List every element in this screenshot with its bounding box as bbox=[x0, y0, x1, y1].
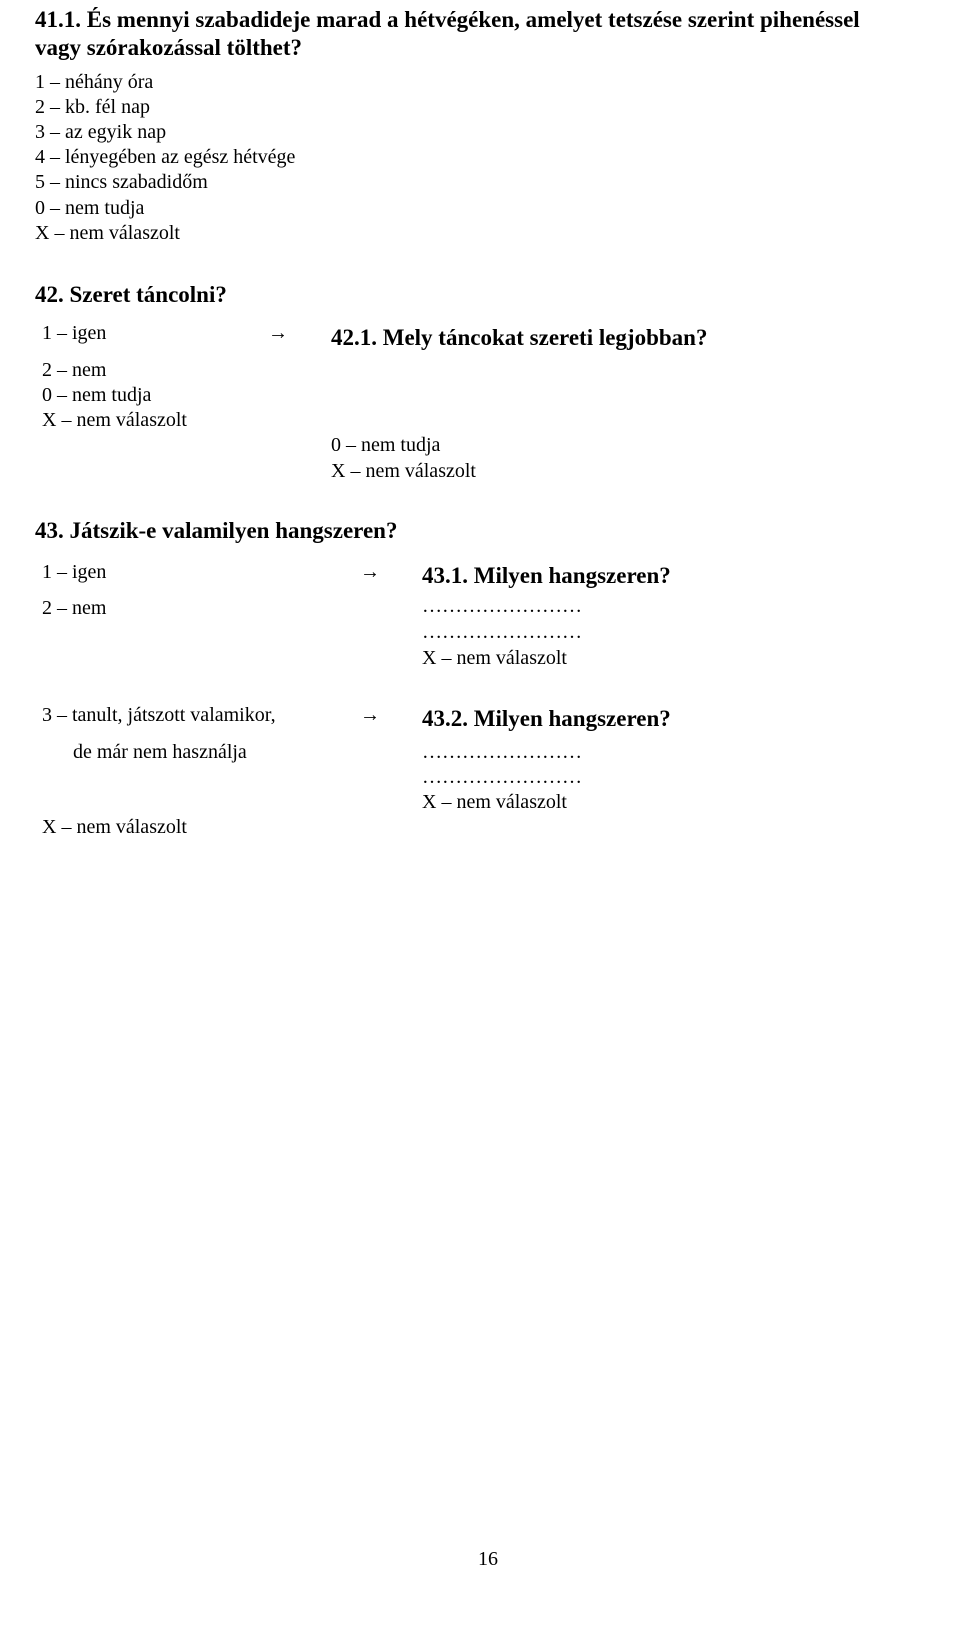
answer-line-43-1-b: …………………… bbox=[422, 621, 582, 643]
question-43-2-title: 43.2. Milyen hangszeren? bbox=[422, 706, 671, 731]
arrow-right-icon: → bbox=[360, 704, 380, 726]
arrow-right-icon: → bbox=[360, 561, 380, 583]
option-42-0: 0 – nem tudja bbox=[42, 384, 152, 406]
option-42-1-x: X – nem válaszolt bbox=[331, 460, 476, 482]
page-number: 16 bbox=[478, 1548, 498, 1570]
arrow-right-icon: → bbox=[268, 322, 288, 344]
option-41-1-1: 1 – néhány óra bbox=[35, 71, 154, 93]
option-41-1-5: 5 – nincs szabadidőm bbox=[35, 171, 208, 193]
option-43-1-x: X – nem válaszolt bbox=[422, 647, 567, 669]
question-41-1-title-line1: 41.1. És mennyi szabadideje marad a hétvégéken, amelyet tetszése szerint pihenéssel bbox=[35, 7, 860, 32]
answer-line-43-2-a: …………………… bbox=[422, 741, 582, 763]
question-42-1-title: 42.1. Mely táncokat szereti legjobban? bbox=[331, 325, 708, 350]
question-43-title: 43. Játszik-e valamilyen hangszeren? bbox=[35, 518, 398, 543]
option-43-2-x: X – nem válaszolt bbox=[422, 791, 567, 813]
option-43-1: 1 – igen bbox=[42, 561, 107, 583]
question-42-title: 42. Szeret táncolni? bbox=[35, 282, 227, 307]
question-43-1-title: 43.1. Milyen hangszeren? bbox=[422, 563, 671, 588]
option-41-1-4: 4 – lényegében az egész hétvége bbox=[35, 146, 296, 168]
question-41-1-title-line2: vagy szórakozással tölthet? bbox=[35, 35, 303, 60]
option-41-1-3: 3 – az egyik nap bbox=[35, 121, 167, 143]
option-41-1-x: X – nem válaszolt bbox=[35, 222, 180, 244]
option-42-2: 2 – nem bbox=[42, 359, 107, 381]
option-43-2: 2 – nem bbox=[42, 597, 107, 619]
option-42-1: 1 – igen bbox=[42, 322, 107, 344]
option-41-1-0: 0 – nem tudja bbox=[35, 197, 145, 219]
option-43-3: 3 – tanult, játszott valamikor, bbox=[42, 704, 276, 726]
option-43-3-cont: de már nem használja bbox=[73, 741, 247, 763]
option-41-1-2: 2 – kb. fél nap bbox=[35, 96, 150, 118]
option-42-1-0: 0 – nem tudja bbox=[331, 434, 441, 456]
answer-line-43-2-b: …………………… bbox=[422, 766, 582, 788]
answer-line-43-1-a: …………………… bbox=[422, 595, 582, 617]
option-43-x: X – nem válaszolt bbox=[42, 816, 187, 838]
option-42-x: X – nem válaszolt bbox=[42, 409, 187, 431]
